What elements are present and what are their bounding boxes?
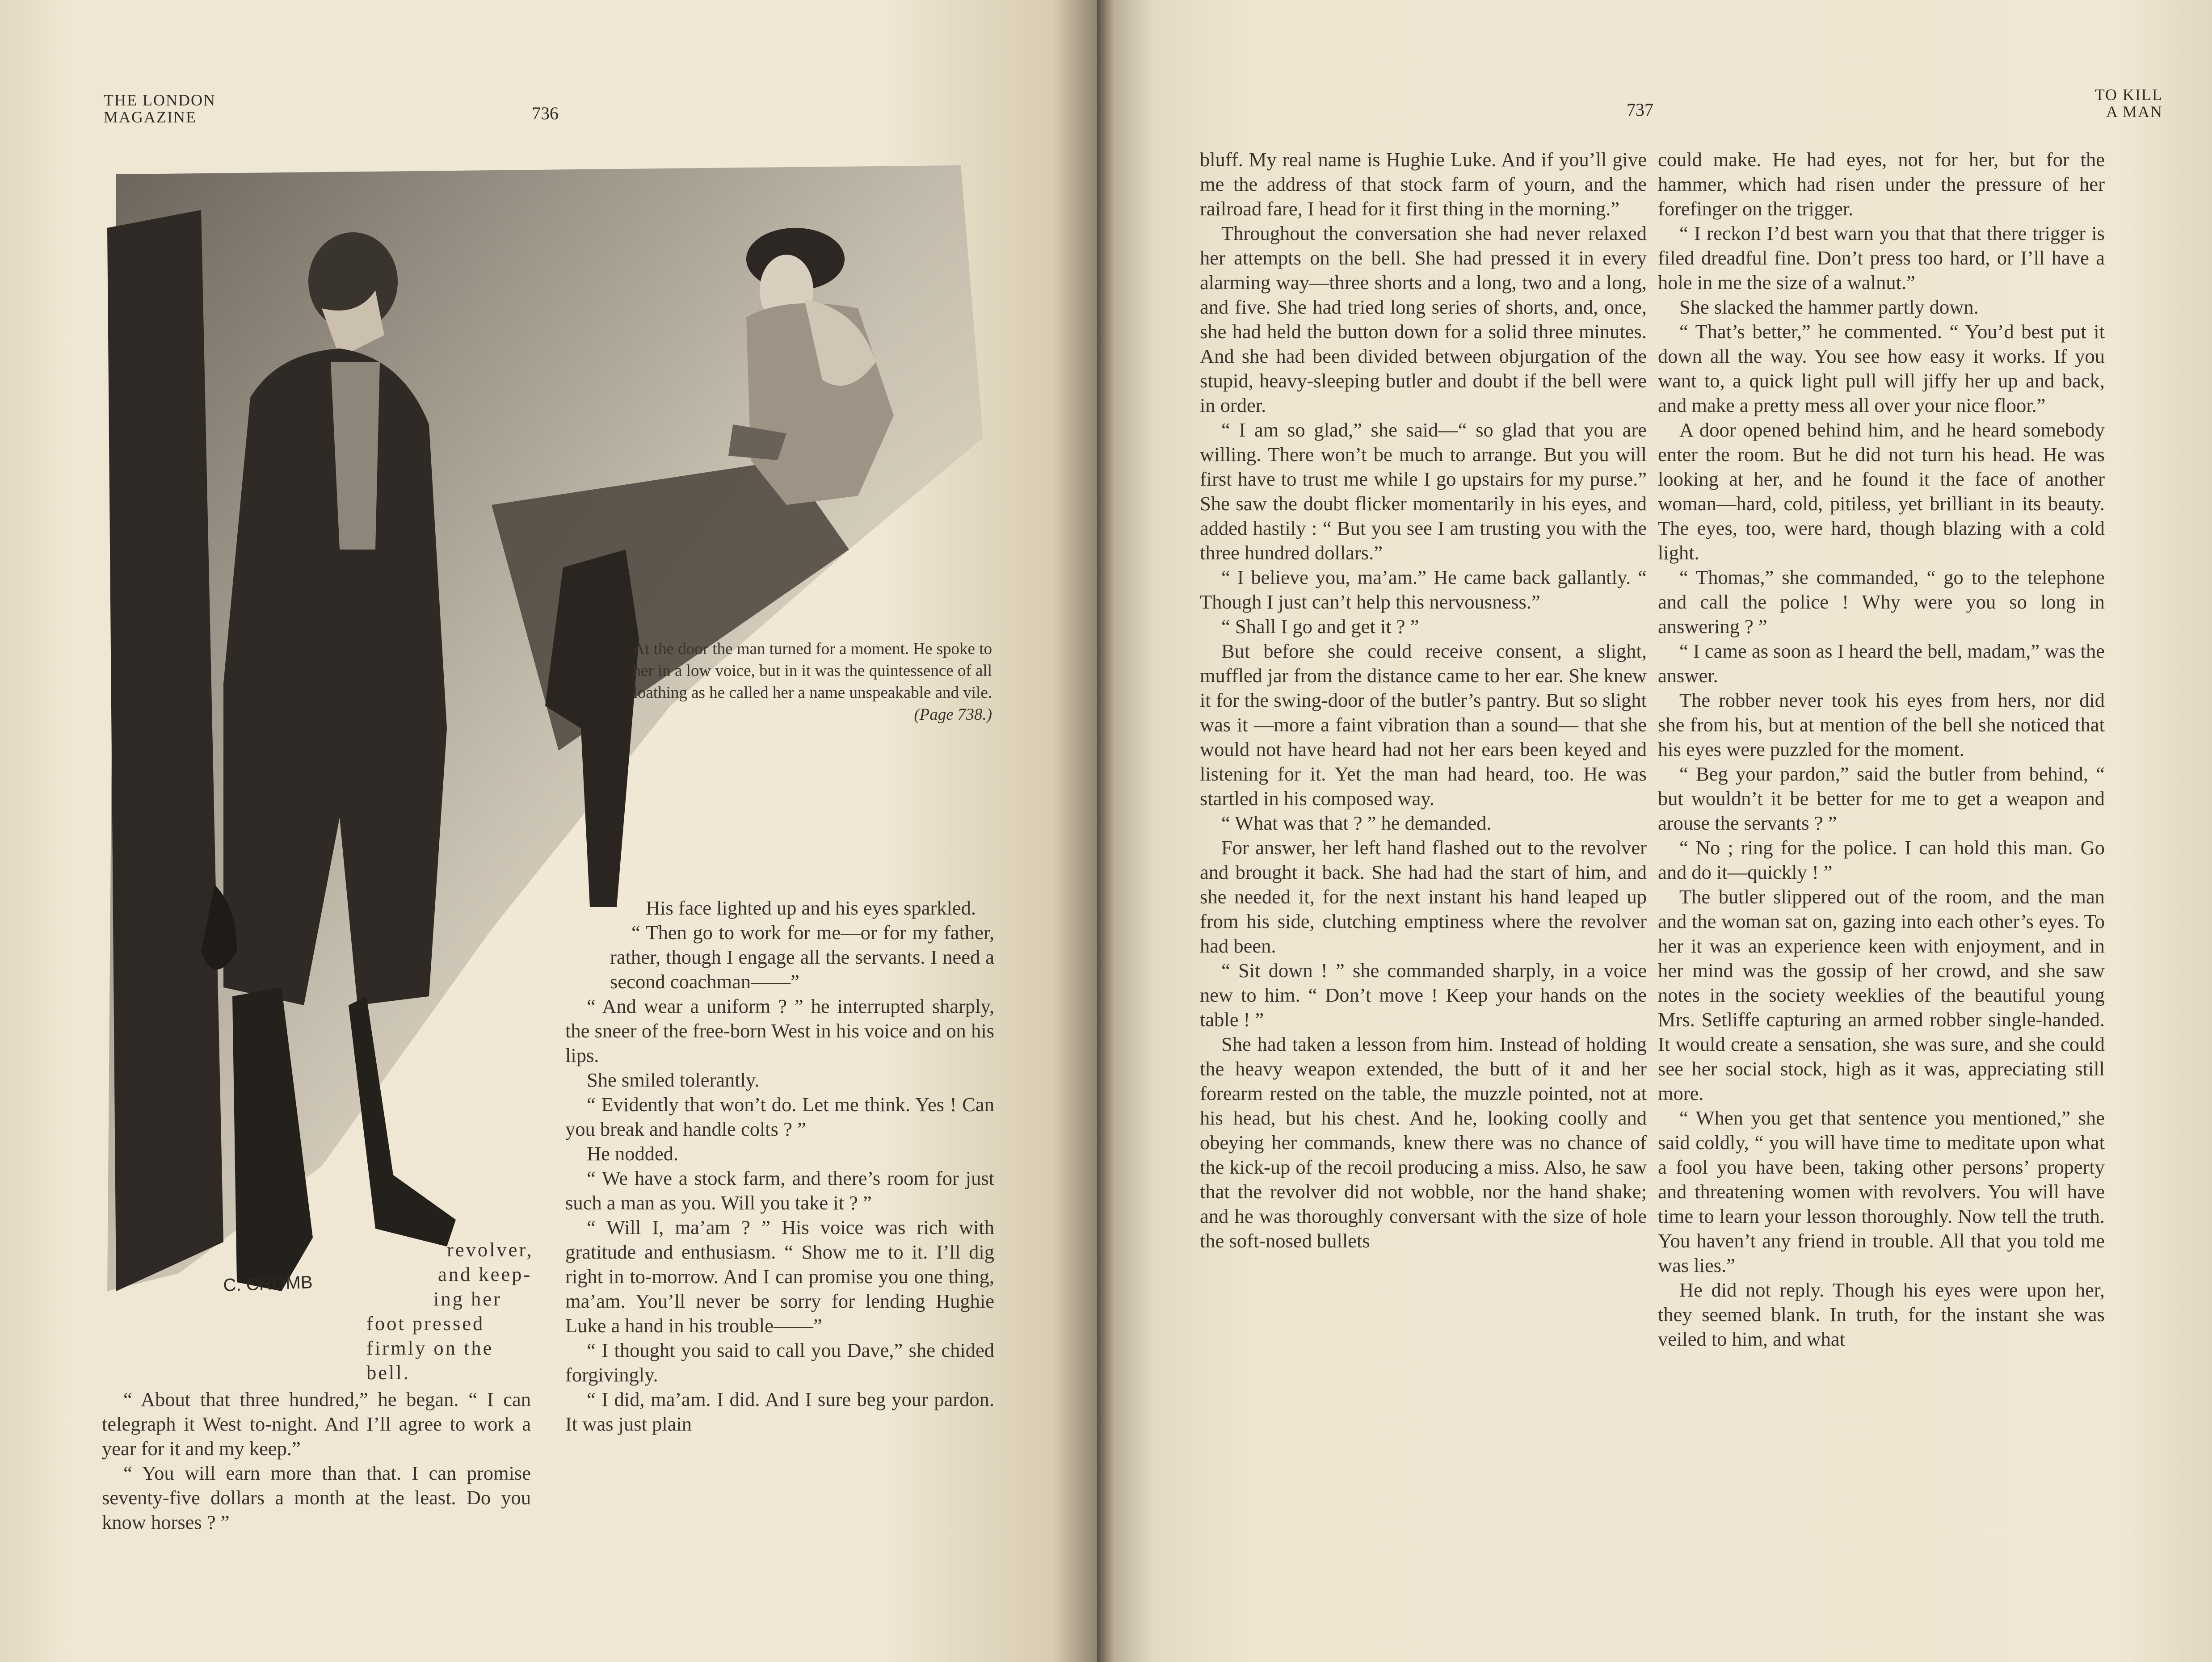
paragraph: “ No ; ring for the police. I can hold this man. Go and do it—quickly ! ”	[1658, 836, 2105, 883]
paragraph: “ Thomas,” she commanded, “ go to the telephone and call the police ! Why were you so long in answering ? ”	[1658, 566, 2105, 638]
left-column-1	[102, 1387, 531, 1535]
paragraph: The robber never took his eyes from hers, nor did she from his, but at mention of the bell she noticed that his eyes were puzzled for the moment.	[1658, 689, 2105, 760]
right-column-2	[1658, 147, 2105, 1351]
paragraph: She slacked the hammer partly down.	[1679, 296, 1979, 318]
left-page	[0, 0, 1097, 1662]
paragraph: “ I am so glad,” she said—“ so glad that you are willing. There won’t be much to arrange. But you will first have to trust me while I go upstairs for my purse.” She saw the doubt flicker momentarily in his eyes, and added hastily : “ But you see I am trusting you with the three hundred dollars.”	[1200, 419, 1647, 564]
page-number-right: 737	[1627, 100, 1653, 120]
paragraph: The butler slippered out of the room, and the man and the woman sat on, gazing into each other’s eyes. To her it was an experience keen with enjoyment, and in her mind was the gossip of her crowd, and she saw notes in the society weeklies of the beautiful young Mrs. Setliffe capturing an armed robber single-handed. It would create a sensation, she was sure, and she could see her social stock, high as it was, appreciating still more.	[1658, 886, 2105, 1104]
paragraph: bluff. My real name is Hughie Luke. And if you’ll give me the address of that stock farm of yourn, and the railroad fare, I head for it first thing in the morning.”	[1200, 148, 1647, 220]
wrap-line: revolver,	[447, 1238, 534, 1261]
page-number-left: 736	[532, 103, 559, 123]
paragraph: He did not reply. Though his eyes were upon her, they seemed blank. In truth, for the instant she was veiled to him, and what	[1658, 1279, 2105, 1350]
right-column-1	[1200, 147, 1647, 1253]
running-head-left	[104, 92, 216, 126]
paragraph: She smiled tolerantly.	[587, 1069, 760, 1091]
caption-page-ref: (Page 738.)	[914, 705, 992, 724]
paragraph: He nodded.	[587, 1142, 679, 1165]
paragraph: “ That’s better,” he commented. “ You’d best put it down all the way. You see how easy it works. If you want to, a quick light pull will jiffy her up and back, and make a pretty mess all over your nice floor.”	[1658, 320, 2105, 416]
paragraph: “ When you get that sentence you mentioned,” she said coldly, “ you will have time to meditate upon what a fool you have been, taking other persons’ property and threatening women with revolvers. You will have time to learn your lesson thoroughly. Now tell the truth. You haven’t any friend in trouble. All that you told me was lies.”	[1658, 1107, 2105, 1276]
running-head-line: THE LONDON	[104, 91, 216, 109]
caption-text: At the door the man turned for a moment. He spoke to her in a low voice, but in it was the quintessence of all loathing as he called her a name unspeakable and vile.	[632, 640, 992, 702]
running-head-line: TO KILL	[2094, 86, 2163, 104]
left-column-2	[565, 896, 994, 1436]
illustration-caption	[617, 638, 992, 726]
paragraph: A door opened behind him, and he heard somebody enter the room. But he did not turn his head. He was looking at her, and he found it the face of another woman—hard, cold, pitiless, yet brilliant in its beauty. The eyes, too, were hard, though blazing with a cold light.	[1658, 419, 2105, 564]
paragraph: “ About that three hundred,” he began. “ I can telegraph it West to-night. And I’ll agree to work a year for it and my keep.”	[102, 1388, 531, 1460]
wrap-line: ing her	[433, 1288, 502, 1310]
running-head-right	[2011, 86, 2163, 120]
paragraph: “ You will earn more than that. I can promise seventy-five dollars a month at the least. Do you know horses ? ”	[102, 1462, 531, 1533]
artist-signature: C. CROMB	[223, 1272, 313, 1295]
paragraph: She had taken a lesson from him. Instead of holding the heavy weapon extended, the butt of it and her forearm rested on the table, the muzzle pointed, not at his head, but his chest. And he, looking coolly and obeying her commands, knew there was no chance of the kick-up of the recoil producing a miss. Also, he saw that the revolver did not wobble, nor the hand shake; and he was thoroughly conversant with the size of hole the soft-nosed bullets	[1200, 1033, 1647, 1252]
paragraph: “ I thought you said to call you Dave,” she chided forgivingly.	[565, 1339, 994, 1386]
paragraph: could make. He had eyes, not for her, but for the hammer, which had risen under the pressure of her forefinger on the trigger.	[1658, 148, 2105, 220]
right-page	[1097, 0, 2212, 1662]
paragraph: “ Will I, ma’am ? ” His voice was rich with gratitude and enthusiasm. “ Show me to it. I’ll dig right in to-morrow. And I can promise you one thing, ma’am. You’ll never be sorry for lending Hughie Luke a hand in his trouble——”	[565, 1216, 994, 1337]
paragraph: But before she could receive consent, a slight, muffled jar from the distance came to her ear. She knew it for the swing-door of the butler’s pantry. But so slight was it —more a faint vibration than a sound— that she would not have heard had not her ears been keyed and listening for it. Yet the man had heard, too. He was startled in his composed way.	[1200, 640, 1647, 810]
paragraph: For answer, her left hand flashed out to the revolver and brought it back. She had had the start of him, and she needed it, for the next instant his hand leaped up from his side, clutching emptiness where the revolver had been.	[1200, 836, 1647, 957]
paragraph: “ I came as soon as I heard the bell, madam,” was the answer.	[1658, 640, 2105, 687]
paragraph: “ And wear a uniform ? ” he interrupted sharply, the sneer of the free-born West in his voice and on his lips.	[565, 995, 994, 1066]
wrap-line: and keep-	[438, 1263, 532, 1285]
paragraph: “ I did, ma’am. I did. And I sure beg your pardon. It was just plain	[565, 1388, 994, 1435]
paragraph: “ Then go to work for me—or for my father, rather, though I engage all the servants. I need a second coachman——”	[610, 921, 994, 993]
paragraph: “ We have a stock farm, and there’s room for just such a man as you. Will you take it ? ”	[565, 1167, 994, 1214]
running-head-line: A MAN	[2106, 103, 2163, 121]
wrap-line: bell.	[366, 1361, 410, 1384]
paragraph: “ What was that ? ” he demanded.	[1221, 812, 1492, 834]
wrap-line: firmly on the	[366, 1337, 494, 1359]
wrap-text	[366, 1238, 536, 1385]
paragraph: “ I reckon I’d best warn you that that there trigger is filed dreadful fine. Don’t press too hard, or I’ll have a hole in me the size of a walnut.”	[1658, 222, 2105, 294]
paragraph: “ I believe you, ma’am.” He came back gallantly. “ Though I just can’t help this nervousness.”	[1200, 566, 1647, 613]
paragraph: Throughout the conversation she had never relaxed her attempts on the bell. She had pressed it in every alarming way—three shorts and a long, two and a long, and five. She had tried long series of shorts, and, once, she had held the button down for a solid three minutes. And she had been divided between objurgation of the stupid, heavy-sleeping butler and doubt if the bell were in order.	[1200, 222, 1647, 416]
paragraph: “ Sit down ! ” she commanded sharply, in a voice new to him. “ Don’t move ! Keep your hands on the table ! ”	[1200, 959, 1647, 1031]
paragraph: “ Beg your pardon,” said the butler from behind, “ but wouldn’t it be better for me to get a weapon and arouse the servants ? ”	[1658, 763, 2105, 834]
paragraph: “ Shall I go and get it ? ”	[1221, 615, 1419, 638]
paragraph: His face lighted up and his eyes sparkled.	[646, 897, 976, 919]
paragraph: “ Evidently that won’t do. Let me think. Yes ! Can you break and handle colts ? ”	[565, 1093, 994, 1140]
wrap-line: foot pressed	[366, 1312, 485, 1335]
running-head-line: MAGAZINE	[104, 108, 197, 126]
